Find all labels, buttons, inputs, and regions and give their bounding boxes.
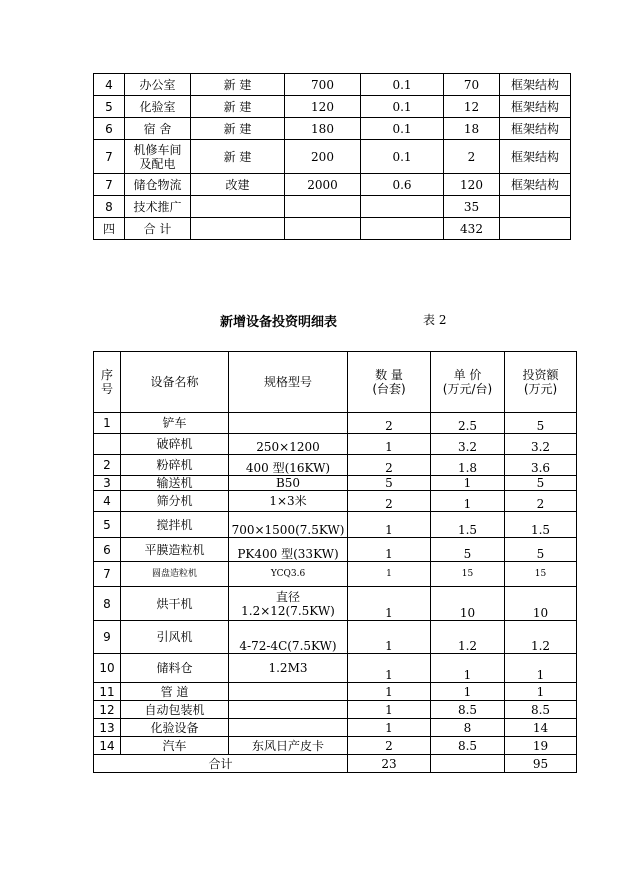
row-qty: 1 (348, 683, 431, 701)
row-price: 1.8 (431, 455, 505, 476)
table-row (94, 562, 577, 587)
row-qty: 1 (348, 434, 431, 455)
row-name: 平膜造粒机 (121, 538, 229, 562)
row-type: 新 建 (191, 118, 285, 140)
row-invest: 14 (505, 719, 577, 737)
row-name: 粉碎机 (121, 455, 229, 476)
row-name-line2: 及配电 (139, 156, 176, 171)
row-price: 8.5 (431, 701, 505, 719)
row-amount: 12 (444, 96, 500, 118)
table-row (94, 96, 571, 118)
header-qty-line1: 数 量 (375, 368, 403, 382)
row-no: 2 (94, 455, 121, 476)
header-price-line1: 单 价 (453, 368, 482, 382)
row-qty: 1 (348, 654, 431, 683)
table-row (94, 737, 577, 755)
row-type: 新 建 (191, 140, 285, 174)
row-price (361, 218, 444, 240)
row-no: 7 (94, 174, 125, 196)
row-price: 1 (431, 683, 505, 701)
table-header (94, 352, 577, 413)
row-qty: 1 (348, 562, 431, 587)
row-spec (229, 683, 348, 701)
row-structure (500, 196, 571, 218)
row-price: 1.5 (431, 512, 505, 538)
row-invest: 1 (505, 683, 577, 701)
row-qty: 1 (348, 701, 431, 719)
row-price: 5 (431, 538, 505, 562)
row-price: 0.1 (361, 140, 444, 174)
row-invest: 5 (505, 538, 577, 562)
table-row (94, 174, 571, 196)
table-row (94, 455, 577, 476)
row-invest: 3.2 (505, 434, 577, 455)
row-price: 1 (431, 491, 505, 512)
row-name (125, 140, 191, 174)
header-qty-line2: (台套) (372, 382, 406, 396)
table-row (94, 512, 577, 538)
row-price: 0.1 (361, 96, 444, 118)
row-amount: 35 (444, 196, 500, 218)
row-no: 7 (94, 562, 121, 587)
table-row (94, 491, 577, 512)
row-area: 700 (285, 74, 361, 96)
total-qty: 23 (348, 755, 431, 773)
row-spec: 4-72-4C(7.5KW) (229, 621, 348, 654)
row-area: 120 (285, 96, 361, 118)
row-amount: 70 (444, 74, 500, 96)
row-price: 0.1 (361, 74, 444, 96)
equipment-table-title: 新增设备投资明细表 (220, 315, 338, 330)
row-qty: 1 (348, 587, 431, 621)
row-name: 储料仓 (121, 654, 229, 683)
row-price: 8 (431, 719, 505, 737)
row-name: 铲车 (121, 413, 229, 434)
table-row (94, 719, 577, 737)
row-no: 12 (94, 701, 121, 719)
table-row (94, 587, 577, 621)
row-structure: 框架结构 (500, 140, 571, 174)
row-name: 化验室 (125, 96, 191, 118)
row-amount: 18 (444, 118, 500, 140)
row-invest: 2 (505, 491, 577, 512)
row-amount: 432 (444, 218, 500, 240)
row-no: 9 (94, 621, 121, 654)
row-spec: 700×1500(7.5KW) (229, 512, 348, 538)
row-price: 1 (431, 476, 505, 491)
row-name: 汽车 (121, 737, 229, 755)
row-qty: 1 (348, 538, 431, 562)
row-spec: 400 型(16KW) (229, 455, 348, 476)
row-qty: 1 (348, 621, 431, 654)
table-row-total (94, 218, 571, 240)
row-name: 破碎机 (121, 434, 229, 455)
row-invest: 3.6 (505, 455, 577, 476)
row-invest: 1 (505, 654, 577, 683)
header-invest-line2: (万元) (523, 382, 558, 396)
row-name: 引风机 (121, 621, 229, 654)
row-qty: 1 (348, 719, 431, 737)
row-price: 2.5 (431, 413, 505, 434)
header-no-line1: 序 (100, 368, 113, 382)
row-structure: 框架结构 (500, 118, 571, 140)
row-type: 新 建 (191, 96, 285, 118)
row-price: 3.2 (431, 434, 505, 455)
table-row (94, 140, 571, 174)
row-no: 5 (94, 512, 121, 538)
row-name: 宿 舍 (125, 118, 191, 140)
row-spec: 1.2M3 (229, 654, 348, 683)
row-price: 10 (431, 587, 505, 621)
row-no: 4 (94, 491, 121, 512)
table-row (94, 118, 571, 140)
row-price: 0.1 (361, 118, 444, 140)
row-structure: 框架结构 (500, 74, 571, 96)
row-no: 6 (94, 118, 125, 140)
total-label: 合计 (94, 755, 348, 773)
row-no: 6 (94, 538, 121, 562)
row-name: 储仓物流 (125, 174, 191, 196)
row-type (191, 196, 285, 218)
row-name: 管 道 (121, 683, 229, 701)
row-area (285, 218, 361, 240)
header-no (94, 352, 121, 413)
row-qty: 2 (348, 737, 431, 755)
row-area (285, 196, 361, 218)
total-invest: 95 (505, 755, 577, 773)
row-price: 1.2 (431, 621, 505, 654)
table-row (94, 538, 577, 562)
row-name-line1: 机修车间 (133, 142, 182, 157)
row-structure: 框架结构 (500, 174, 571, 196)
header-price-line2: (万元/台) (442, 382, 493, 396)
row-no: 7 (94, 140, 125, 174)
table-row (94, 476, 577, 491)
table-row (94, 74, 571, 96)
row-area: 2000 (285, 174, 361, 196)
row-spec (229, 701, 348, 719)
row-qty: 1 (348, 512, 431, 538)
table-number: 表 2 (423, 313, 447, 327)
row-amount: 120 (444, 174, 500, 196)
row-spec-line2: 1.2×12(7.5KW) (241, 603, 335, 618)
row-price: 8.5 (431, 737, 505, 755)
row-invest: 5 (505, 413, 577, 434)
row-qty: 5 (348, 476, 431, 491)
header-price (431, 352, 505, 413)
row-spec-line1: 直径 (275, 589, 300, 604)
total-price (431, 755, 505, 773)
header-spec: 规格型号 (229, 352, 348, 413)
row-type (191, 218, 285, 240)
row-spec: PK400 型(33KW) (229, 538, 348, 562)
row-no: 13 (94, 719, 121, 737)
row-spec: 1×3米 (229, 491, 348, 512)
row-no: 14 (94, 737, 121, 755)
table-row (94, 413, 577, 434)
row-type: 改建 (191, 174, 285, 196)
table-row (94, 434, 577, 455)
row-type: 新 建 (191, 74, 285, 96)
row-invest: 1.2 (505, 621, 577, 654)
header-invest (505, 352, 577, 413)
row-name: 输送机 (121, 476, 229, 491)
row-no: 1 (94, 413, 121, 434)
row-spec (229, 587, 348, 621)
row-structure (500, 218, 571, 240)
row-price: 15 (431, 562, 505, 587)
row-spec: 东风日产皮卡 (229, 737, 348, 755)
row-invest: 10 (505, 587, 577, 621)
row-price: 1 (431, 654, 505, 683)
row-no: 3 (94, 476, 121, 491)
row-qty: 2 (348, 455, 431, 476)
row-no: 11 (94, 683, 121, 701)
equipment-investment-table (93, 351, 577, 773)
row-price (361, 196, 444, 218)
row-name: 办公室 (125, 74, 191, 96)
row-no (94, 434, 121, 455)
row-name: 技术推广 (125, 196, 191, 218)
row-name: 化验设备 (121, 719, 229, 737)
header-name: 设备名称 (121, 352, 229, 413)
header-invest-line1: 投资额 (522, 368, 559, 382)
table-row-total (94, 755, 577, 773)
row-invest: 5 (505, 476, 577, 491)
row-name: 自动包装机 (121, 701, 229, 719)
row-invest: 19 (505, 737, 577, 755)
row-spec: B50 (229, 476, 348, 491)
row-no: 四 (94, 218, 125, 240)
row-invest: 8.5 (505, 701, 577, 719)
table-row (94, 621, 577, 654)
building-investment-table (93, 73, 571, 240)
row-spec (229, 719, 348, 737)
row-spec (229, 413, 348, 434)
header-qty (348, 352, 431, 413)
row-amount: 2 (444, 140, 500, 174)
header-no-line2: 号 (100, 382, 113, 396)
table-row (94, 196, 571, 218)
row-name: 搅拌机 (121, 512, 229, 538)
row-name: 圆盘造粒机 (121, 562, 229, 587)
row-price: 0.6 (361, 174, 444, 196)
row-spec: YCQ3.6 (229, 562, 348, 587)
row-no: 10 (94, 654, 121, 683)
table-row (94, 683, 577, 701)
row-qty: 2 (348, 413, 431, 434)
row-structure: 框架结构 (500, 96, 571, 118)
row-name: 筛分机 (121, 491, 229, 512)
row-no: 4 (94, 74, 125, 96)
row-name: 合 计 (125, 218, 191, 240)
row-no: 8 (94, 587, 121, 621)
table-row (94, 701, 577, 719)
row-spec: 250×1200 (229, 434, 348, 455)
table-row (94, 654, 577, 683)
row-area: 180 (285, 118, 361, 140)
row-invest: 15 (505, 562, 577, 587)
row-qty: 2 (348, 491, 431, 512)
row-no: 5 (94, 96, 125, 118)
row-no: 8 (94, 196, 125, 218)
row-invest: 1.5 (505, 512, 577, 538)
row-area: 200 (285, 140, 361, 174)
row-name: 烘干机 (121, 587, 229, 621)
